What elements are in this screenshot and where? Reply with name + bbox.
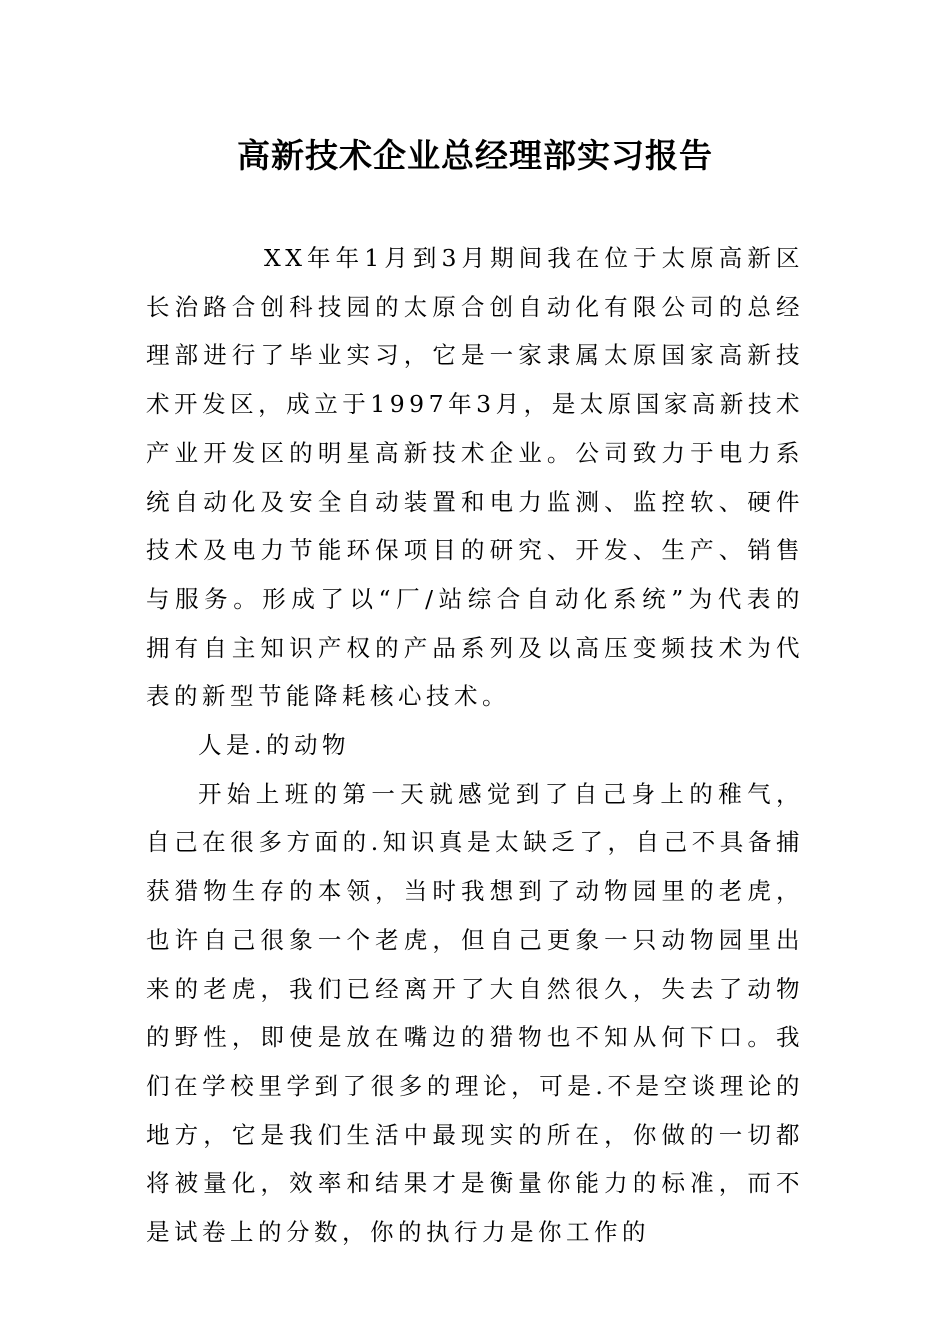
paragraph-first-day: 开始上班的第一天就感觉到了自己身上的稚气，自己在很多方面的.知识真是太缺乏了，自己不具备捕获猎物生存的本领，当时我想到了动物园里的老虎，也许自己很象一个老虎，但自己更象一只动物园里出来的老虎，我们已经离开了大自然很久，失去了动物的野性，即使是放在嘴边的猎物也不知从何下口。我们在学校里学到了很多的理论，可是.不是空谈理论的地方，它是我们生活中最现实的所在，你做的一切都将被量化，效率和结果才是衡量你能力的标准，而不是试卷上的分数，你的执行力是你工作的	[146, 779, 804, 1247]
document-title: 高新技术企业总经理部实习报告	[237, 136, 713, 175]
document-body	[146, 234, 804, 1257]
paragraph-company-intro: XX年年1月到3月期间我在位于太原高新区长治路合创科技园的太原合创自动化有限公司的总经理部进行了毕业实习，它是一家隶属太原国家高新技术开发区，成立于1997年3月，是太原国家高新技术产业开发区的明星高新技术企业。公司致力于电力系统自动化及安全自动装置和电力监测、监控软、硬件技术及电力节能环保项目的研究、开发、生产、销售与服务。形成了以“厂/站综合自动化系统”为代表的拥有自主知识产权的产品系列及以高压变频技术为代表的新型节能降耗核心技术。	[146, 244, 804, 711]
paragraph-section-heading: 人是.的动物	[198, 731, 350, 760]
